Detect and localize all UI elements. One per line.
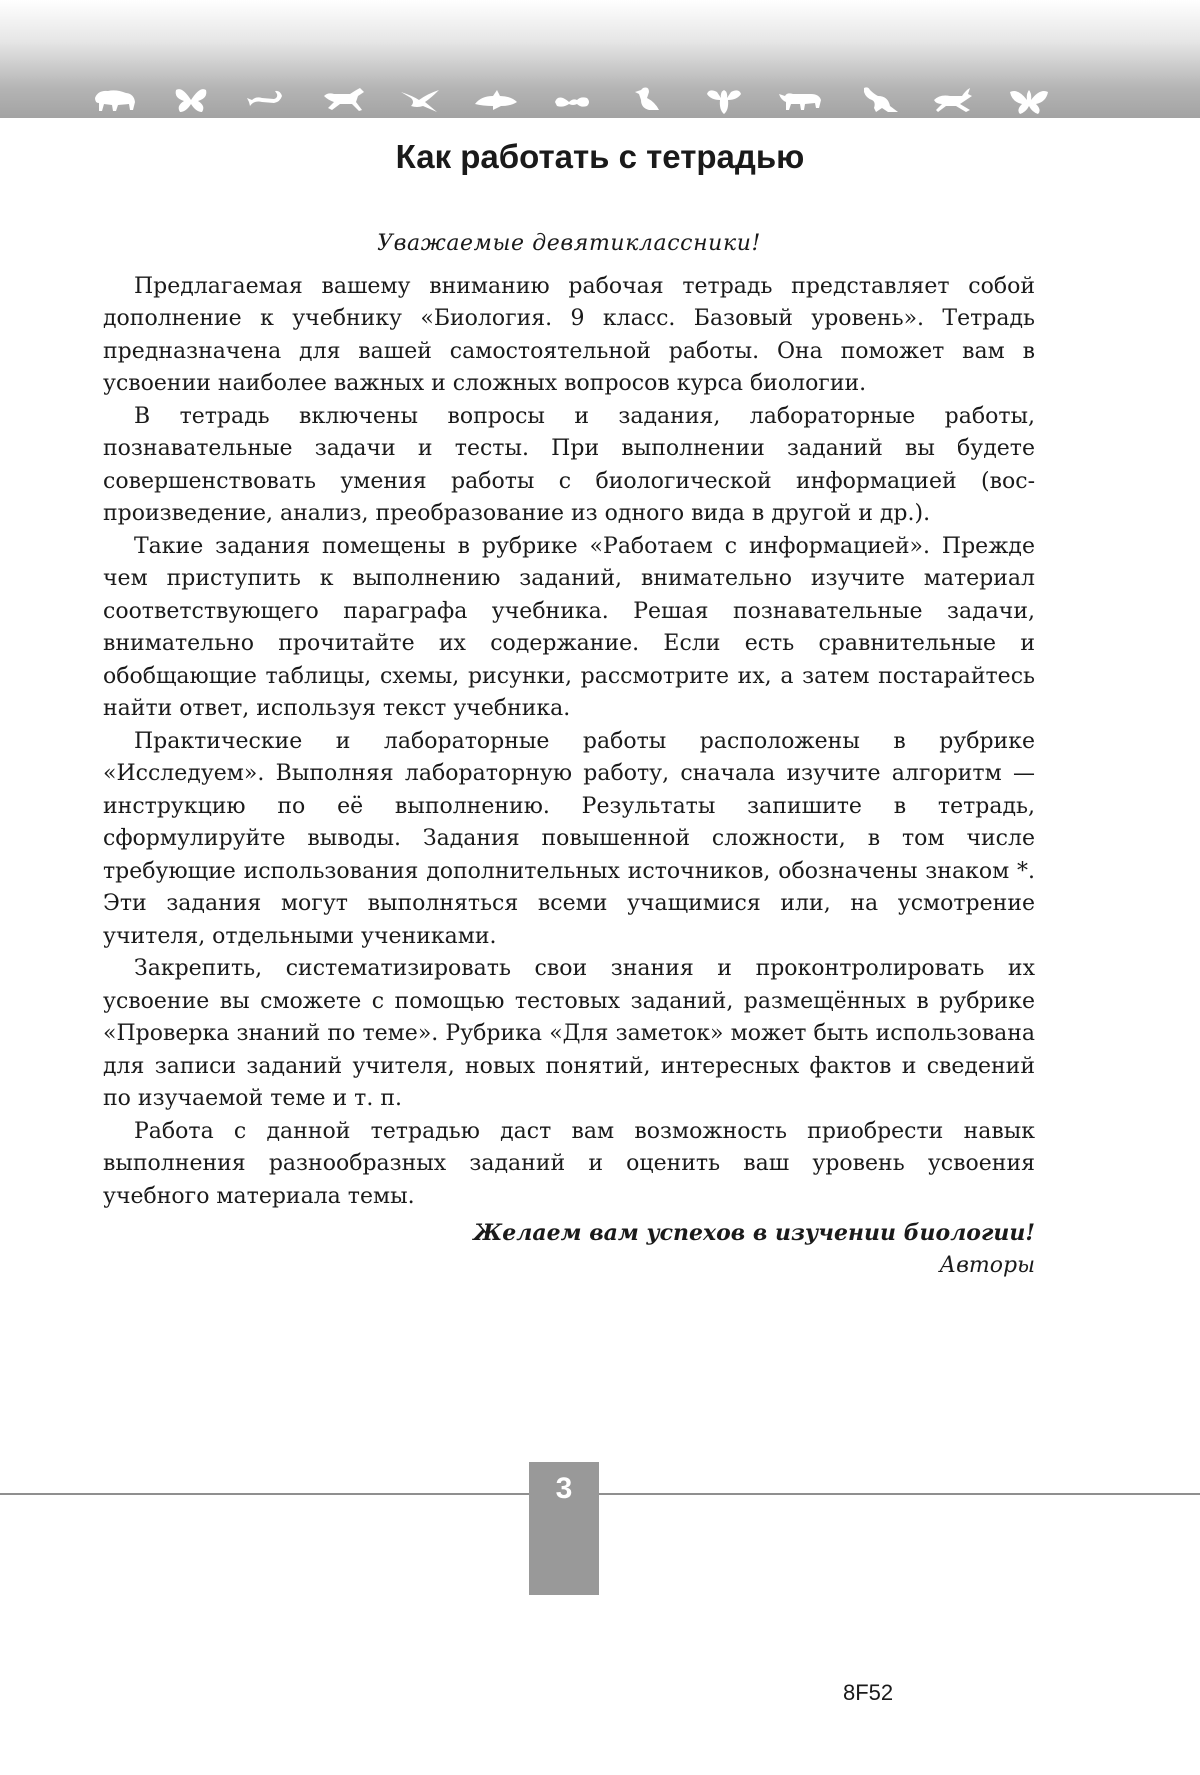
paragraph: В тетрадь включены вопросы и задания, лабораторные работы, познавательные задачи и тесты. При выполнении заданий вы будете совершенствовать умения работы с биологической информацией (воспроизведение, анализ, преобразование из одного вида в другой и др.). [103,403,1035,526]
kangaroo-icon [854,84,900,116]
bee-icon [701,84,747,116]
dolphin-icon [473,84,519,116]
moth-icon [1006,84,1052,116]
closing-wish: Желаем вам успехов в изучении биологии! [473,1220,1035,1246]
document-code: 8F52 [843,1680,894,1705]
horse-icon [320,84,366,116]
paragraph: Работа с данной тетрадью даст вам возможность приобрести навык выполнения разнообразных заданий и оценить ваш уровень усвоения учебного материала темы. [103,1118,1035,1209]
bison-icon [92,84,138,116]
paragraph: Предлагаемая вашему вниманию рабочая тетрадь представляет собой дополнение к учебнику «Биология. 9 класс. Базовый уровень». Тетрадь предназначена для вашей самостоятельной работы. Она поможет вам в усвоении наиболее важных и сложных вопросов курса биологии. [103,273,1035,396]
page-number: 3 [529,1462,599,1595]
body-text [103,228,1035,1282]
greeting: Уважаемые девятиклассники! [377,231,761,256]
animal-silhouette-strip [92,82,1052,118]
antelope-icon [930,84,976,116]
ant-icon [549,84,595,116]
swallow-icon [397,84,443,116]
page-title: Как работать с тетрадью [395,138,805,175]
paragraph: Такие задания помещены в рубрике «Работаем с информацией». Прежде чем приступить к выполнению заданий, внимательно изучите материал соответствующего параграфа учебника. Решая познавательные задачи, внимательно прочитайте их содержание. Если есть сравнительные и обобщающие таблицы, схемы, рисунки, рассмотрите их, а затем постарайтесь найти ответ, используя текст учебника. [103,533,1035,721]
butterfly-icon [168,84,214,116]
paragraph: Практические и лабораторные работы расположены в рубрике «Исследуем». Выполняя лабораторную работу, сначала изучите алгоритм — инструкцию по её выполнению. Результаты запишите в тетрадь, сформулируйте выводы. Задания повышенной сложности, в том числе требующие использования дополнительных источников, обозначены знаком *. Эти задания могут выполняться всеми учащимися или, на усмотрение учителя, отдельными учениками. [103,728,1035,949]
scorpion-icon [244,84,290,116]
paragraph: Закрепить, систематизировать свои знания и проконтролировать их усвоение вы сможете с помощью тестовых заданий, размещённых в рубрике «Проверка знаний по теме». Рубрика «Для заметок» может быть использована для записи заданий учителя, новых понятий, интересных фактов и сведений по изучаемой теме и т. п. [103,956,1035,1111]
bird-icon [625,84,671,116]
signature: Авторы [939,1252,1035,1278]
cow-icon [777,84,823,116]
footer-rule [0,1493,1200,1495]
